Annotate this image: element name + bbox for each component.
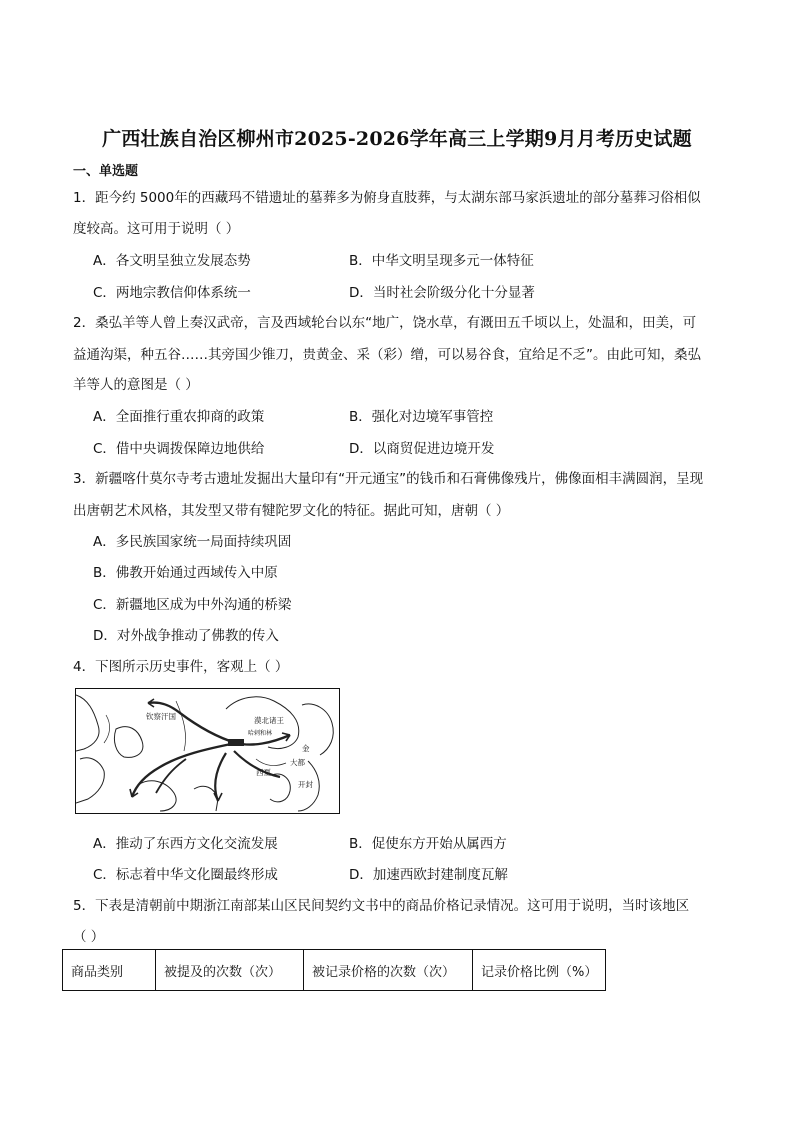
map-label: 金 xyxy=(302,744,310,753)
q4-option-c: C．标志着中华文化圈最终形成 xyxy=(93,867,278,883)
q2-option-c: C．借中央调拨保障边地供给 xyxy=(93,441,265,457)
q1-option-d: D．当时社会阶级分化十分显著 xyxy=(349,285,535,301)
q1-option-a: A．各文明呈独立发展态势 xyxy=(93,253,251,269)
map-label: 大都 xyxy=(290,758,305,767)
table-header-cell: 被提及的次数（次） xyxy=(156,950,304,991)
q2-option-a: A．全面推行重农抑商的政策 xyxy=(93,409,265,425)
q1-option-b: B．中华文明呈现多元一体特征 xyxy=(349,253,534,269)
q3-stem-line: 3．新疆喀什莫尔寺考古遗址发掘出大量印有“开元通宝”的钱币和石膏佛像残片，佛像面相丰满圆润，呈现 xyxy=(73,471,704,487)
q1-option-c: C．两地宗教信仰体系统一 xyxy=(93,285,251,301)
map-label: 西夏 xyxy=(256,768,271,777)
table-header-cell: 记录价格比例（%） xyxy=(473,950,606,991)
q3-stem-line: 出唐朝艺术风格，其发型又带有犍陀罗文化的特征。据此可知，唐朝（ ） xyxy=(73,503,510,519)
map-label: 哈剌和林 xyxy=(248,730,273,737)
q3-option-d: D．对外战争推动了佛教的传入 xyxy=(93,628,279,644)
q3-option-c: C．新疆地区成为中外沟通的桥梁 xyxy=(93,597,292,613)
q2-option-d: D．以商贸促进边境开发 xyxy=(349,441,495,457)
q4-option-d: D．加速西欧封建制度瓦解 xyxy=(349,867,508,883)
map-label: 开封 xyxy=(298,780,313,789)
capital-marker-icon xyxy=(228,739,244,746)
q2-stem-line: 羊等人的意图是（ ） xyxy=(73,377,199,393)
q3-option-a: A．多民族国家统一局面持续巩固 xyxy=(93,534,292,550)
q4-option-b: B．促使东方开始从属西方 xyxy=(349,836,507,852)
table-header-cell: 被记录价格的次数（次） xyxy=(304,950,473,991)
mongol-conquest-map-graphic xyxy=(76,689,338,812)
q2-stem-line: 益通沟渠，种五谷……其旁国少锥刀，贵黄金、采（彩）缯，可以易谷食，宜给足不乏”。由此可知，桑弘 xyxy=(73,347,701,363)
map-label: 钦察汗国 xyxy=(146,712,176,721)
historical-map xyxy=(75,688,340,814)
q2-stem-line: 2．桑弘羊等人曾上奏汉武帝，言及西域轮台以东“地广，饶水草，有溉田五千顷以上，处温和，田美，可 xyxy=(73,315,697,331)
page-title: 广西壮族自治区柳州市2025-2026学年高三上学期9月月考历史试题 xyxy=(102,128,692,150)
q4-option-a: A．推动了东西方文化交流发展 xyxy=(93,836,278,852)
q5-stem-line: （ ） xyxy=(73,929,105,945)
table-header-row xyxy=(63,950,606,991)
price-record-table xyxy=(62,949,606,991)
section-heading: 一、单选题 xyxy=(73,164,139,179)
table-header-cell: 商品类别 xyxy=(63,950,156,991)
q4-stem-line: 4．下图所示历史事件，客观上（ ） xyxy=(73,659,289,675)
q1-stem-line: 度较高。这可用于说明（ ） xyxy=(73,221,240,237)
map-label: 漠北诸王 xyxy=(254,716,284,725)
q2-option-b: B．强化对边境军事管控 xyxy=(349,409,494,425)
q5-stem-line: 5．下表是清朝前中期浙江南部某山区民间契约文书中的商品价格记录情况。这可用于说明，当时该地区 xyxy=(73,898,690,914)
q3-option-b: B．佛教开始通过西域传入中原 xyxy=(93,565,278,581)
q1-stem-line: 1．距今约 5000年的西藏玛不错遗址的墓葬多为俯身直肢葬，与太湖东部马家浜遗址的部分墓葬习俗相似 xyxy=(73,190,701,206)
